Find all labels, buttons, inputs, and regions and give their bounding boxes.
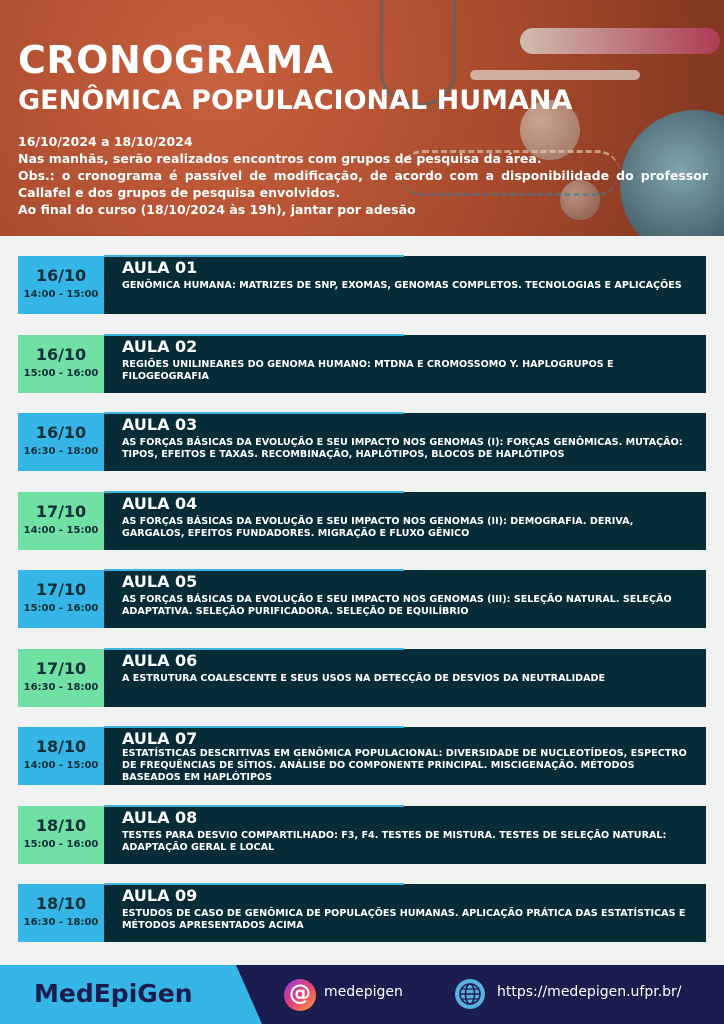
lesson-description: AS FORÇAS BÁSICAS DA EVOLUÇÃO E SEU IMPACTO NOS GENOMAS (II): DEMOGRAFIA. DERIVA, GARGALOS, EFEITOS FUNDADORES. MIGRAÇÃO E FLUXO GÊNICO — [122, 516, 634, 539]
lesson-card — [104, 492, 706, 550]
accent-line — [104, 805, 404, 807]
lesson-time: 16:30 - 18:00 — [23, 446, 99, 457]
instagram-at-icon[interactable]: @ — [284, 979, 316, 1011]
lesson-time: 14:00 - 15:00 — [23, 525, 99, 536]
date-badge — [18, 335, 104, 393]
date-badge — [18, 256, 104, 314]
brand-logo: MedEpiGen — [34, 979, 193, 1008]
date-badge — [18, 884, 104, 942]
lesson-date: 17/10 — [35, 502, 87, 521]
date-badge — [18, 649, 104, 707]
lesson-time: 15:00 - 16:00 — [23, 603, 99, 614]
lesson-card — [104, 335, 706, 393]
lesson-time: 16:30 - 18:00 — [23, 682, 99, 693]
footer — [0, 965, 724, 1024]
schedule-disclaimer: Obs.: o cronograma é passível de modificação, de acordo com a disponibilidade do professor Callafel e dos grupos de pesquisa envolvidos. — [18, 168, 708, 200]
lesson-card — [104, 806, 706, 864]
lesson-time: 14:00 - 15:00 — [23, 760, 99, 771]
course-dates: 16/10/2024 a 18/10/2024 — [18, 134, 193, 149]
accent-line — [104, 255, 404, 257]
lesson-description: AS FORÇAS BÁSICAS DA EVOLUÇÃO E SEU IMPACTO NOS GENOMAS (III): SELEÇÃO NATURAL. SELEÇÃO ADAPTATIVA. SELEÇÃO PURIFICADORA. SELEÇÃO DE EQUILÍBRIO — [122, 594, 672, 617]
dinner-note: Ao final do curso (18/10/2024 às 19h), jantar por adesão — [18, 202, 416, 217]
lesson-date: 18/10 — [35, 816, 87, 835]
lesson-card — [104, 413, 706, 471]
lesson-time: 16:30 - 18:00 — [23, 917, 99, 928]
lesson-card — [104, 256, 706, 314]
page-subtitle: GENÔMICA POPULACIONAL HUMANA — [18, 85, 573, 116]
accent-line — [104, 334, 404, 336]
accent-line — [104, 412, 404, 414]
lesson-title: AULA 05 — [122, 572, 198, 591]
page-title: CRONOGRAMA — [18, 38, 334, 82]
lesson-title: AULA 04 — [122, 494, 198, 513]
accent-line — [104, 648, 404, 650]
course-info — [18, 133, 708, 218]
lesson-card — [104, 570, 706, 628]
lesson-date: 17/10 — [35, 659, 87, 678]
lesson-card — [104, 727, 706, 785]
accent-line — [104, 726, 404, 728]
lesson-title: AULA 03 — [122, 415, 198, 434]
lesson-date: 17/10 — [35, 580, 87, 599]
lesson-time: 15:00 - 16:00 — [23, 839, 99, 850]
website-link[interactable]: https://medepigen.ufpr.br/ — [497, 984, 682, 1000]
lesson-date: 16/10 — [35, 345, 87, 364]
lesson-description: ESTATÍSTICAS DESCRITIVAS EM GENÔMICA POPULACIONAL: DIVERSIDADE DE NUCLEOTÍDEOS, ESPECTRO DE FREQUÊNCIAS DE SÍTIOS. ANÁLISE DO COMPONENTE PRINCIPAL. MISCIGENAÇÃO. MÉTODOS BASEADOS EM HAPLÓTIPOS — [122, 748, 687, 783]
lesson-card — [104, 884, 706, 942]
date-badge — [18, 570, 104, 628]
schedule-row — [18, 335, 706, 393]
accent-line — [104, 883, 404, 885]
lesson-time: 15:00 - 16:00 — [23, 368, 99, 379]
accent-line — [104, 491, 404, 493]
lesson-description: AS FORÇAS BÁSICAS DA EVOLUÇÃO E SEU IMPACTO NOS GENOMAS (I): FORÇAS GENÔMICAS. MUTAÇÃO: TIPOS, EFEITOS E TAXAS. RECOMBINAÇÃO, HAPLÓTIPOS, BLOCOS DE HAPLÓTIPOS — [122, 437, 683, 460]
date-badge — [18, 413, 104, 471]
schedule-row — [18, 806, 706, 864]
lesson-description: TESTES PARA DESVIO COMPARTILHADO: F3, F4. TESTES DE MISTURA. TESTES DE SELEÇÃO NATURAL: ADAPTAÇÃO GERAL E LOCAL — [122, 830, 667, 853]
lesson-card — [104, 649, 706, 707]
lesson-date: 18/10 — [35, 894, 87, 913]
lesson-time: 14:00 - 15:00 — [23, 289, 99, 300]
schedule-row — [18, 413, 706, 471]
lesson-date: 16/10 — [35, 423, 87, 442]
lesson-description: A ESTRUTURA COALESCENTE E SEUS USOS NA DETECÇÃO DE DESVIOS DA NEUTRALIDADE — [122, 673, 606, 684]
lesson-date: 18/10 — [35, 737, 87, 756]
lesson-description: GENÔMICA HUMANA: MATRIZES DE SNP, EXOMAS, GENOMAS COMPLETOS. TECNOLOGIAS E APLICAÇÕES — [122, 280, 682, 291]
schedule-row — [18, 649, 706, 707]
header-banner — [0, 0, 724, 236]
lesson-title: AULA 08 — [122, 808, 198, 827]
lesson-title: AULA 07 — [122, 729, 198, 748]
accent-line — [104, 569, 404, 571]
morning-note: Nas manhãs, serão realizados encontros com grupos de pesquisa da área. — [18, 151, 542, 166]
schedule-row — [18, 570, 706, 628]
schedule-row — [18, 256, 706, 314]
lesson-description: REGIÕES UNILINEARES DO GENOMA HUMANO: MTDNA E CROMOSSOMO Y. HAPLOGRUPOS E FILOGEOGRAFIA — [122, 359, 614, 382]
date-badge — [18, 492, 104, 550]
schedule-row — [18, 492, 706, 550]
lesson-description: ESTUDOS DE CASO DE GENÔMICA DE POPULAÇÕES HUMANAS. APLICAÇÃO PRÁTICA DAS ESTATÍSTICAS E MÉTODOS APRESENTADOS ACIMA — [122, 908, 686, 931]
pipette-illustration — [470, 70, 640, 80]
lesson-title: AULA 09 — [122, 886, 198, 905]
instagram-handle[interactable]: medepigen — [324, 984, 403, 1000]
lesson-date: 16/10 — [35, 266, 87, 285]
schedule-row — [18, 727, 706, 785]
lesson-title: AULA 02 — [122, 337, 198, 356]
date-badge — [18, 806, 104, 864]
schedule-row — [18, 884, 706, 942]
test-tube-illustration — [520, 28, 720, 54]
date-badge — [18, 727, 104, 785]
lesson-title: AULA 01 — [122, 258, 198, 277]
lesson-title: AULA 06 — [122, 651, 198, 670]
globe-icon[interactable] — [454, 978, 486, 1010]
